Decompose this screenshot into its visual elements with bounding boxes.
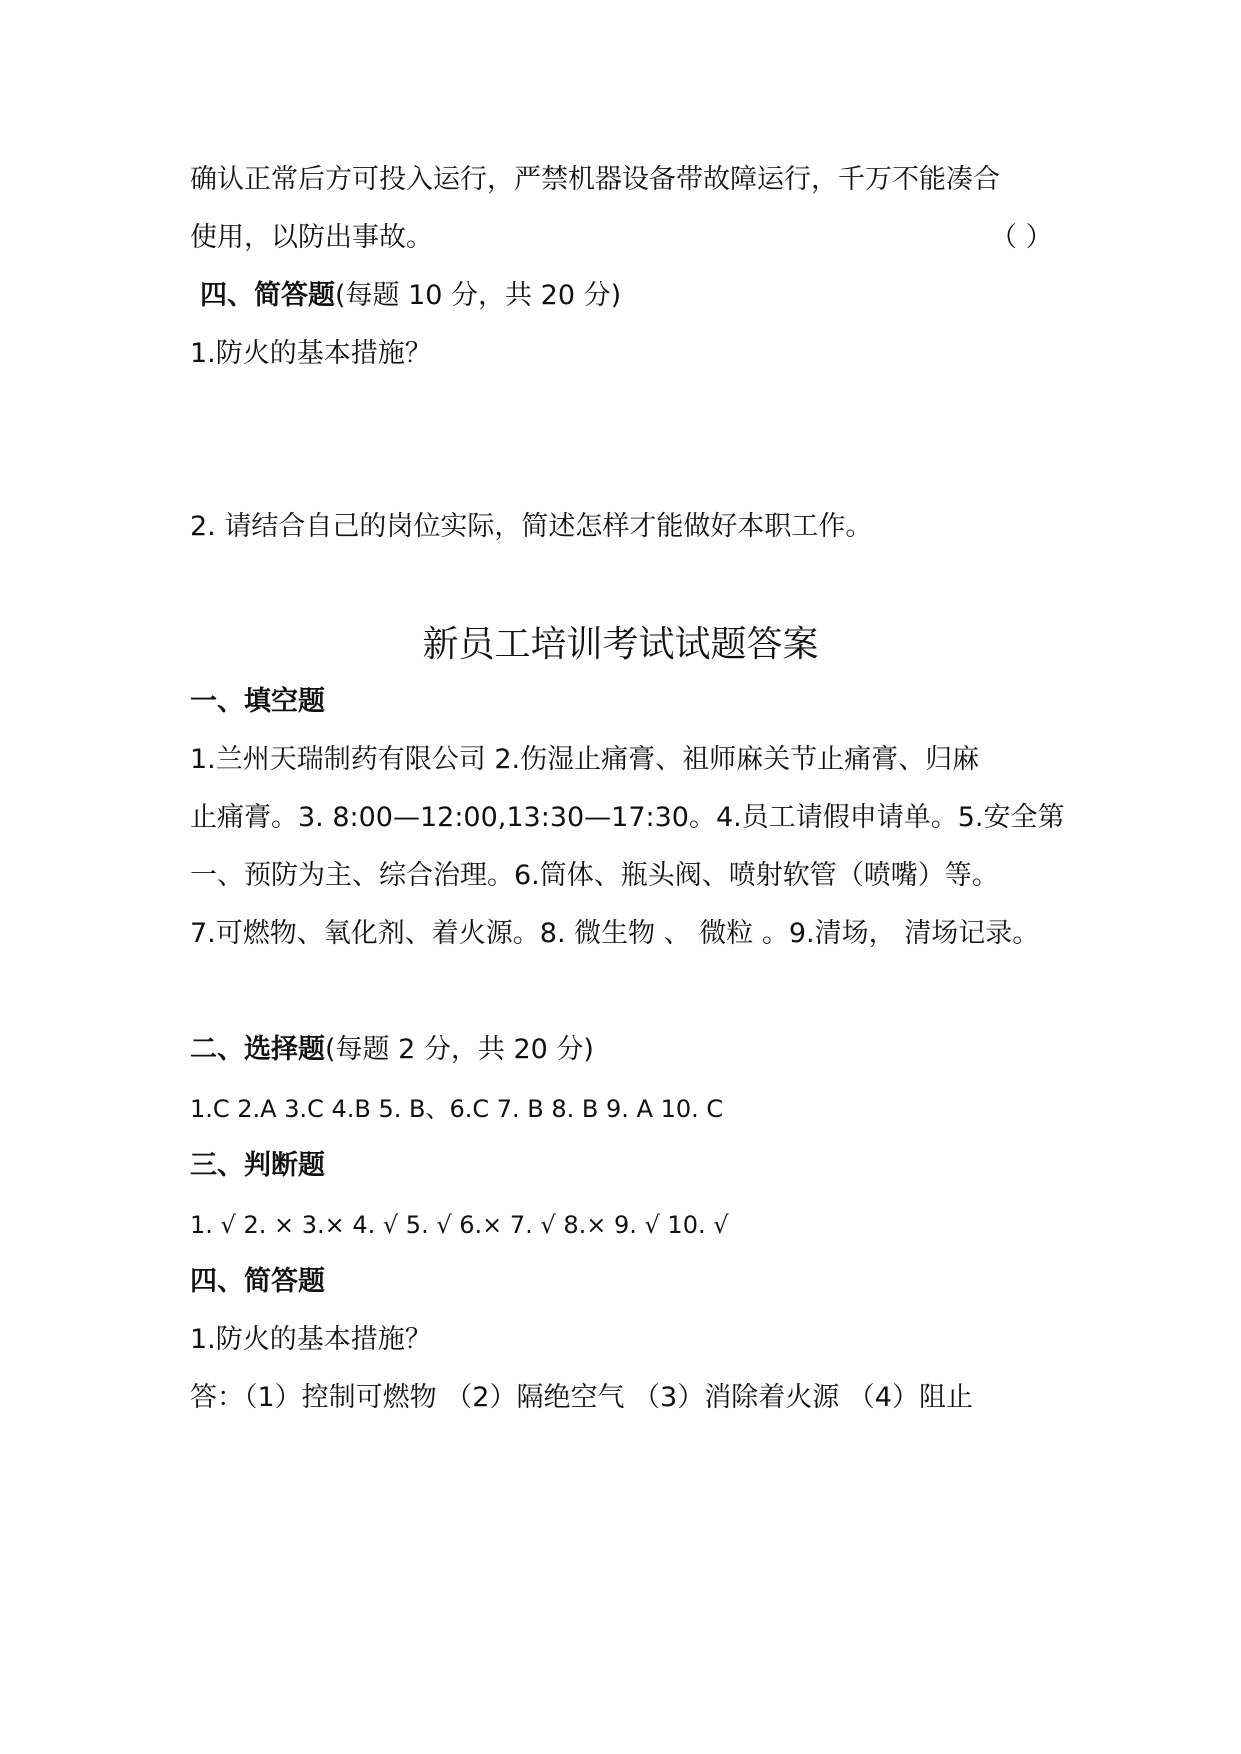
section-heading-short-answer (200, 276, 621, 316)
section-heading-fill-blank: 一、填空题 (190, 686, 325, 717)
answer-key-title: 新员工培训考试试题答案 (422, 624, 819, 665)
true-false-answers: 1. √ 2. × 3.× 4. √ 5. √ 6.× 7. √ 8.× 9. √ 10. √ (190, 1211, 729, 1239)
section-heading-multiple-choice (190, 1030, 594, 1070)
section-heading-true-false: 三、判断题 (190, 1150, 325, 1181)
text-line: 使用，以防出事故。 (190, 222, 433, 253)
answer-line: 1.兰州天瑞制药有限公司 2.伤湿止痛膏、祖师麻关节止痛膏、归麻 (190, 744, 980, 775)
text-line: 确认正常后方可投入运行，严禁机器设备带故障运行，千万不能凑合 (190, 164, 1000, 195)
answer-line: 7.可燃物、氧化剂、着火源。8. 微生物 、 微粒 。9.清场， 清场记录。 (190, 918, 1040, 949)
answer-line: 止痛膏。3. 8:00—12:00,13:30—17:30。4.员工请假申请单。5.安全第 (190, 802, 1065, 833)
section-heading-note: (每题 2 分，共 20 分) (325, 1034, 594, 1065)
question-1-repeat: 1.防火的基本措施？ (190, 1324, 432, 1355)
question-1: 1.防火的基本措施？ (190, 338, 432, 369)
answer-1: 答：（1）控制可燃物 （2）隔绝空气 （3）消除着火源 （4）阻止 (190, 1382, 973, 1413)
section-heading-note: (每题 10 分，共 20 分) (335, 280, 622, 311)
answer-blank-parens: （ ） (990, 222, 1053, 253)
choice-answers: 1.C 2.A 3.C 4.B 5. B、6.C 7. B 8. B 9. A 10. C (190, 1095, 724, 1123)
answer-line: 一、预防为主、综合治理。6.筒体、瓶头阀、喷射软管（喷嘴）等。 (190, 860, 999, 891)
section-heading-label: 四、简答题 (200, 280, 335, 311)
section-heading-short-answer-key: 四、简答题 (190, 1266, 325, 1297)
section-heading-label: 二、选择题 (190, 1034, 325, 1065)
question-2: 2. 请结合自己的岗位实际，简述怎样才能做好本职工作。 (190, 511, 873, 542)
